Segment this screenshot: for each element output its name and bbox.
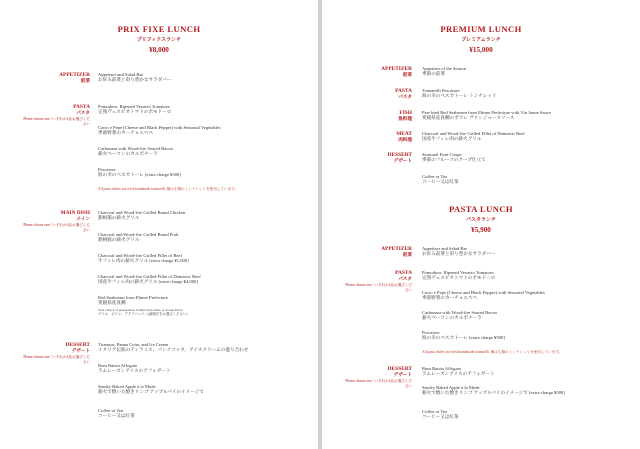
menu-item: Pan-fried Red Seabream from Ehime Prefecture with Vin Jaune Sauce 愛媛県産真鯛のポワレ ヴァンジョーヌソース: [422, 110, 551, 121]
menu-item: Coffee or Tea コーヒー又は紅茶: [422, 409, 459, 420]
premium-appetizer-category: APPETIZER 前菜: [381, 66, 412, 78]
menu-item: Tiramisu, Panna Cotta, and Ice Cream イタリア伝統のティラミス、パンナコッタ、アイスクリームの盛り合わせ: [98, 342, 249, 353]
pasta-lunch-title: PASTA LUNCH: [448, 204, 513, 214]
menu-item: Rum Raisin Affogato ラムレーズンアイスのアフォガート: [422, 366, 495, 377]
premium-fish-category: FISH 魚料理: [398, 110, 412, 122]
menu-item: Cacio e Pepe (Cheese and Black Pepper) with Seasonal Vegetables 季節野菜のカーチョエペペ: [422, 290, 545, 301]
menu-item: Rum Raisin Affogato ラムレーズンアイスのアフォガート: [98, 363, 171, 374]
premium-pasta-page: [322, 0, 640, 449]
menu-item: Pescatore 海の幸のペスカトーレ [extra charge ¥500]: [98, 167, 181, 178]
premium-dessert-category: DESSERT デザート: [387, 152, 412, 164]
prix-fixe-pasta-category: PASTA パスタ Please choose one / いずれか1品お選びください: [23, 104, 90, 126]
pasta-lunch-pasta-category: PASTA パスタ Please choose one / いずれか1品お選びください: [345, 270, 412, 292]
menu-item: Charcoal and Wood-fire Grilled Brand Chicken 銘柄鶏の薪火グリル: [98, 210, 186, 221]
prix-fixe-appetizer-category: APPETIZER 前菜: [59, 72, 90, 84]
premium-subtitle: プレミアムランチ: [461, 38, 501, 43]
menu-item: Pomodoro: Ripened Vesuvio Tomatoes 完熟ヴェスビオトマトのポモドーロ: [98, 104, 172, 115]
menu-item: Charcoal and Wood-fire Grilled Fillet of Domestic Beef 国産牛フィレ肉の薪火グリル [extra charge ¥4,000]: [98, 274, 201, 285]
premium-pasta-category: PASTA パスタ: [395, 88, 412, 100]
pasta-lunch-appetizer-category: APPETIZER 前菜: [381, 246, 412, 258]
menu-item: Smoky Baked Apple à la Mode 薪火で焼いた焼きリンゴ アップルパイのイメージで [extra charge ¥500]: [422, 385, 565, 396]
menu-item: Smoky Baked Apple à la Mode 薪火で焼いた焼きリンゴ アップルパイのイメージで: [98, 384, 204, 395]
menu-item: Carbonara with Wood-fire Seared Bacon 薪火ベーコンのカルボナーラ: [98, 146, 173, 157]
pasta-notice: All pasta dishes use fresh handmade tonnarelli. 麺は生麺のトンナレッリを使用しています。: [422, 350, 563, 354]
premium-meat-category: MEAT 肉料理: [396, 131, 412, 143]
menu-item: Carbonara with Wood-fire Seared Bacon 薪火ベーコンのカルボナーラ: [422, 310, 497, 321]
prix-fixe-subtitle: プリフィクスランチ: [136, 38, 182, 43]
prix-fixe-price: ¥8,000: [149, 46, 169, 54]
pasta-lunch-subtitle: パスタランチ: [465, 218, 496, 223]
menu-item: Pomodoro: Ripened Vesuvio Tomatoes 完熟ヴェスビオトマトのポモドーロ: [422, 270, 496, 281]
menu-item: Seasonal Fruit Coupe 季節のフルーツのクープ仕立て: [422, 152, 486, 163]
pasta-notice: All pasta dishes use fresh handmade tonnarelli. 麺は生麺のトンナレッリを使用しています。: [98, 187, 239, 191]
menu-item: Charcoal and Wood-fire Grilled Fillet of Beef 牛フィレ肉の薪火グリル [extra charge ¥1,000]: [98, 253, 189, 264]
menu-item: Charcoal and Wood-fire Grilled Fillet of Domestic Beef 国産牛フィレ肉の薪火グリル: [422, 131, 525, 142]
menu-item: Red Seabream from Ehime Prefecture 愛媛県産真鯛 Your choice of preparation: Grilled, Pan-fried, or Acqua Pazza グリル、ポワレ、アクアパッツァ(調理法をお選びください): [98, 295, 188, 317]
prix-fixe-page: [0, 0, 318, 449]
pasta-lunch-price: ¥5,900: [471, 226, 491, 234]
menu-item: Cacio e Pepe (Cheese and Black Pepper) with Seasonal Vegetables 季節野菜のカーチョエペペ: [98, 125, 221, 136]
menu-item: Coffee or Tea コーヒー又は紅茶: [422, 174, 459, 185]
menu-item: Appetizer and Salad Bar お好み前菜と彩り豊かなサラダバー: [422, 246, 496, 257]
prix-fixe-title: PRIX FIXE LUNCH: [117, 24, 201, 34]
premium-price: ¥15,000: [469, 46, 493, 54]
menu-item: Appetizer of the Season 季節の前菜: [422, 66, 467, 77]
menu-item: Coffee or Tea コーヒー又は紅茶: [98, 408, 135, 419]
prix-fixe-appetizer-item: Appetizer and Salad Bar お好み前菜と彩り豊かなサラダバー: [98, 72, 172, 83]
premium-title: PREMIUM LUNCH: [440, 24, 522, 34]
pasta-lunch-dessert-category: DESSERT デザート Please choose one / いずれか1品お選びください: [345, 366, 412, 388]
menu-item: Pescatore 海の幸のペスカトーレ [extra charge ¥500]: [422, 330, 505, 341]
prix-fixe-dessert-category: DESSERT デザート Please choose one / いずれか1品お選びください: [23, 342, 90, 364]
prix-fixe-main-category: MAIN DISH メイン Please choose one / いずれか1品お選びください: [23, 210, 90, 232]
menu-item: Tonnarelli Pescatore 海の幸のペスカトーレ トンナレッリ: [422, 88, 497, 99]
menu-item: Charcoal and Wood-fire Grilled Brand Pork 銘柄豚の薪火グリル: [98, 232, 179, 243]
